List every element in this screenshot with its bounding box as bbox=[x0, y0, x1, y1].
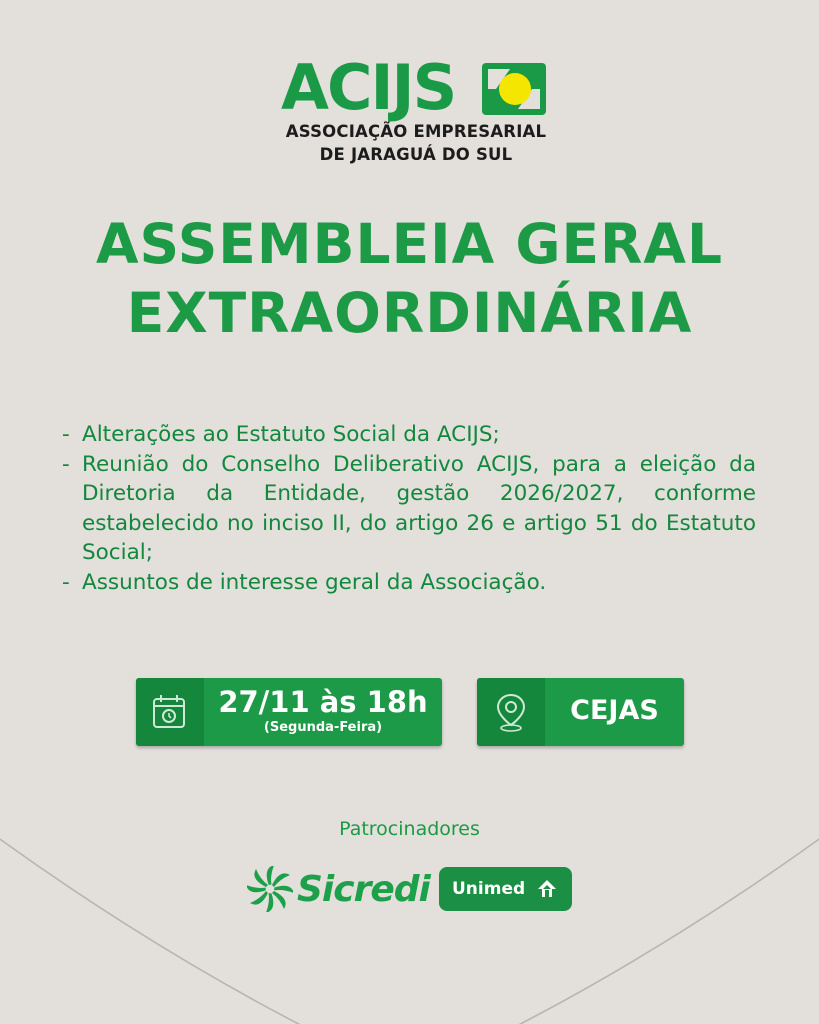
agenda-item bbox=[62, 420, 756, 450]
unimed-name: Unimed bbox=[452, 879, 526, 899]
agenda-dash: - bbox=[62, 422, 70, 447]
agenda-dash: - bbox=[62, 451, 70, 477]
location-pin-icon bbox=[491, 691, 531, 733]
acijs-mark-icon bbox=[480, 61, 550, 117]
event-weekday: (Segunda-Feira) bbox=[263, 720, 383, 735]
agenda-text: Reunião do Conselho Deliberativo ACIJS, para a eleição da Diretoria da Entidade, gestão 2026/2027, conforme estabelecido no inciso II, do artigo 26 e artigo 51 do Estatuto Social; bbox=[82, 451, 756, 565]
logo-subtitle-line2: DE JARAGUÁ DO SUL bbox=[319, 145, 513, 164]
agenda-text: Assuntos de interesse geral da Associação. bbox=[82, 569, 547, 595]
agenda-list bbox=[62, 420, 756, 597]
page-title-line1: ASSEMBLEIA GERAL bbox=[95, 212, 723, 276]
agenda-item bbox=[62, 450, 756, 568]
date-icon-cell bbox=[136, 678, 204, 746]
event-date-time: 27/11 às 18h bbox=[218, 685, 428, 719]
date-badge bbox=[136, 678, 442, 746]
unimed-tree-icon bbox=[535, 877, 559, 901]
page-title-line2: EXTRAORDINÁRIA bbox=[126, 281, 693, 345]
place-icon-cell bbox=[477, 678, 545, 746]
sicredi-name: Sicredi bbox=[297, 869, 430, 910]
agenda-dash: - bbox=[62, 569, 70, 595]
event-place: CEJAS bbox=[570, 695, 659, 726]
sicredi-pinwheel-icon bbox=[247, 866, 293, 912]
place-badge bbox=[477, 678, 684, 746]
logo-wordmark: ACIJS bbox=[281, 51, 456, 124]
agenda-item bbox=[62, 568, 756, 598]
agenda-text: Alterações ao Estatuto Social da ACIJS; bbox=[82, 422, 500, 447]
unimed-logo bbox=[439, 867, 572, 911]
logo-subtitle-line1: ASSOCIAÇÃO EMPRESARIAL bbox=[285, 122, 547, 141]
sponsors-label: Patrocinadores bbox=[339, 818, 480, 840]
calendar-clock-icon bbox=[150, 692, 190, 732]
